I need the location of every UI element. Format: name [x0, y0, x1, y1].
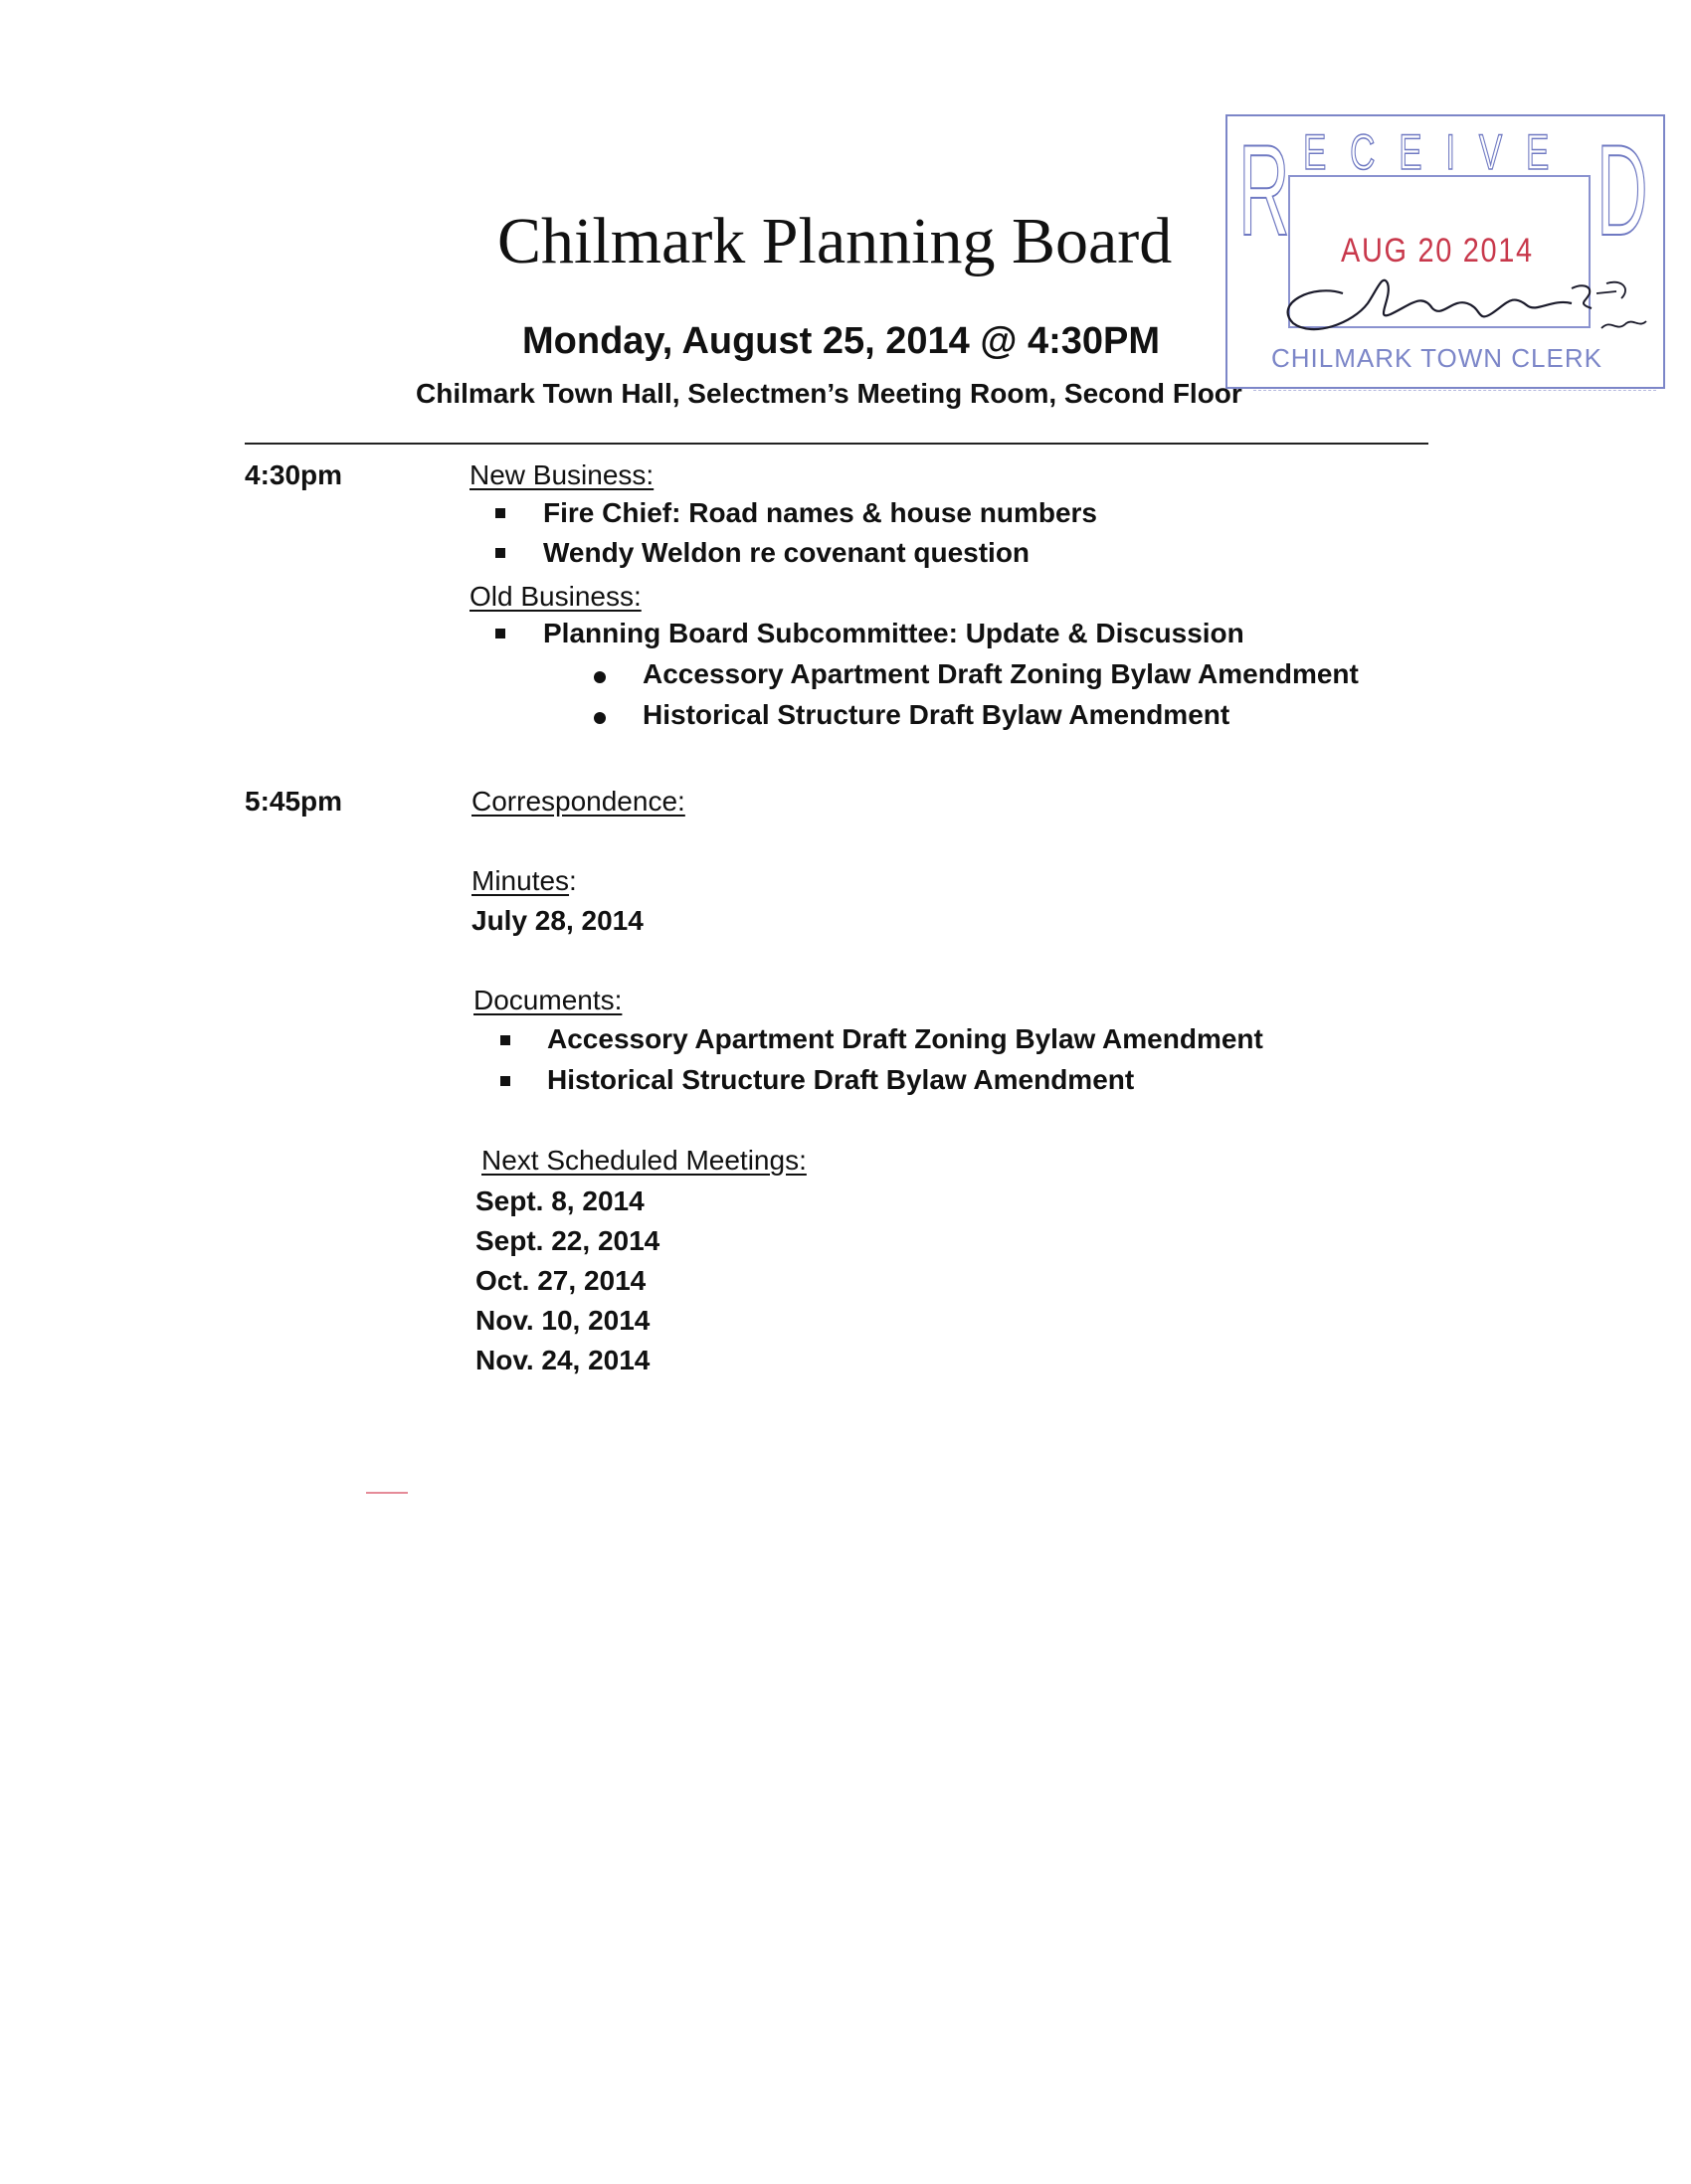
list-item: Wendy Weldon re covenant question — [543, 537, 1031, 568]
stamp-dashed-line — [1253, 390, 1656, 391]
sub-list-item: Historical Structure Draft Bylaw Amendment — [643, 699, 1230, 730]
meeting-location: Chilmark Town Hall, Selectmen’s Meeting Room, Second Floor — [416, 378, 1242, 409]
meeting-date-item: Sept. 22, 2014 — [475, 1225, 660, 1256]
document-item: Historical Structure Draft Bylaw Amendment — [547, 1064, 1135, 1095]
meeting-date-item: Nov. 10, 2014 — [475, 1305, 651, 1336]
square-bullet-icon — [495, 508, 505, 518]
clerk-signature — [1273, 264, 1651, 353]
meeting-date-item: Oct. 27, 2014 — [475, 1265, 647, 1296]
header-divider — [245, 443, 1428, 445]
minutes-heading: Minutes — [471, 865, 570, 896]
sub-list-item: Accessory Apartment Draft Zoning Bylaw Amendment — [643, 658, 1359, 689]
square-bullet-icon — [495, 548, 505, 558]
time-slot-1: 4:30pm — [245, 459, 343, 490]
stray-red-mark — [366, 1492, 408, 1494]
stamp-letter-r: R — [1238, 117, 1290, 263]
page-title: Chilmark Planning Board — [497, 205, 1173, 277]
stamp-letter-d: D — [1597, 117, 1648, 263]
document-item: Accessory Apartment Draft Zoning Bylaw Amendment — [547, 1023, 1263, 1054]
meeting-date: Monday, August 25, 2014 @ 4:30PM — [522, 320, 1161, 362]
documents-heading: Documents: — [473, 985, 623, 1015]
minutes-heading-row — [471, 865, 577, 897]
list-item: Fire Chief: Road names & house numbers — [543, 497, 1097, 528]
minutes-colon: : — [569, 865, 577, 896]
list-item: Planning Board Subcommittee: Update & Discussion — [543, 618, 1244, 648]
stamp-date: AUG 20 2014 — [1341, 232, 1534, 270]
square-bullet-icon — [495, 629, 505, 638]
square-bullet-icon — [500, 1076, 510, 1086]
square-bullet-icon — [500, 1035, 510, 1045]
stamp-letters: ECEIVE — [1303, 124, 1574, 180]
new-business-heading: New Business: — [470, 459, 655, 490]
minutes-date: July 28, 2014 — [471, 905, 644, 936]
old-business-heading: Old Business: — [470, 581, 642, 612]
round-bullet-icon — [594, 671, 606, 683]
correspondence-heading: Correspondence: — [471, 786, 685, 817]
meeting-date-item: Sept. 8, 2014 — [475, 1185, 645, 1216]
round-bullet-icon — [594, 712, 606, 724]
meetings-heading: Next Scheduled Meetings: — [481, 1145, 807, 1176]
time-slot-2: 5:45pm — [245, 786, 343, 817]
stamp-office: CHILMARK TOWN CLERK — [1271, 343, 1602, 373]
meeting-date-item: Nov. 24, 2014 — [475, 1345, 651, 1375]
